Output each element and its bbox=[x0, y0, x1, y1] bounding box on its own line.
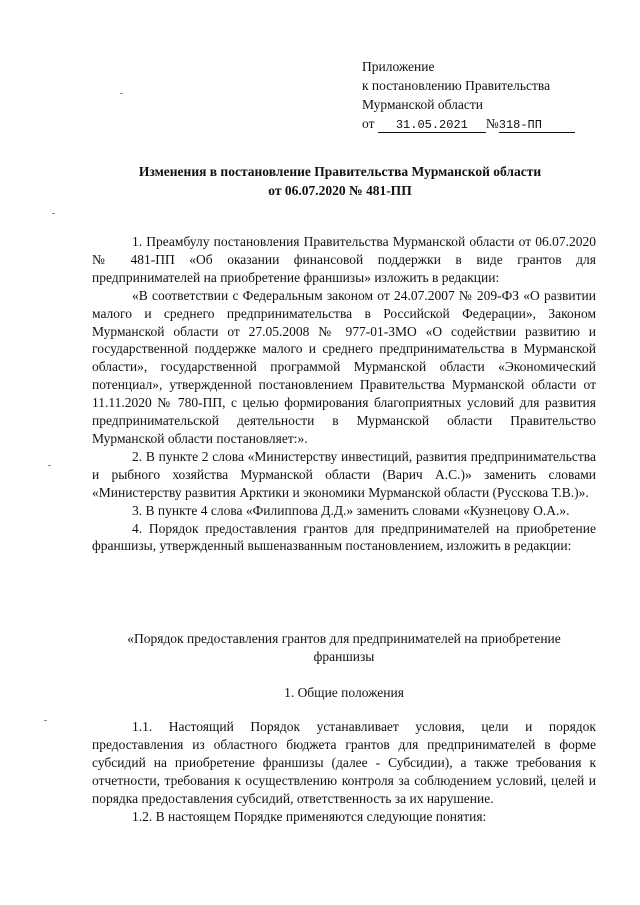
paragraph-4: 4. Порядок предоставления грантов для предпринимателей на приобретение франшизы, утвержденный вышеназванным постановлением, изложить в редакции: bbox=[92, 520, 596, 554]
section-heading: 1. Общие положения bbox=[284, 685, 404, 700]
date-prefix: от bbox=[362, 116, 375, 131]
order-title-line1: «Порядок предоставления грантов для предпринимателей на приобретение bbox=[127, 631, 561, 646]
order-title-line2: франшизы bbox=[313, 649, 375, 664]
paragraph-3: 3. В пункте 4 слова «Филиппова Д.Д.» заменить словами «Кузнецову О.А.». bbox=[132, 502, 570, 518]
paragraph-1: 1. Преамбулу постановления Правительства Мурманской области от 06.07.2020 № 481-ПП «Об оказании финансовой поддержки в виде грантов для предпринимателей на приобретение франшизы» изложить в редакции: bbox=[92, 234, 596, 285]
document-title-line1: Изменения в постановление Правительства Мурманской области bbox=[138, 164, 542, 179]
number-prefix: № bbox=[485, 116, 499, 131]
attachment-date-line bbox=[362, 114, 575, 133]
attachment-block bbox=[362, 57, 575, 133]
scan-mark bbox=[44, 720, 47, 721]
paragraph-1-2: 1.2. В настоящем Порядке применяются следующие понятия: bbox=[132, 808, 487, 824]
scan-mark bbox=[48, 465, 51, 466]
section-body bbox=[92, 718, 596, 825]
paragraph-1-1: 1.1. Настоящий Порядок устанавливает условия, цели и порядок предоставления из областного бюджета грантов для предпринимателей в форме субсидий на приобретение франшизы (далее - Субсидии), а также требования к отчетности, требования к осуществлению контроля за соблюдением условий, целей и порядка предоставления субсидий, ответственность за их нарушение. bbox=[92, 719, 596, 806]
paragraph-preamble: «В соответствии с Федеральным законом от 24.07.2007 № 209-ФЗ «О развитии малого и среднего предпринимательства в Российской Федерации», Законом Мурманской области от 27.05.2008 № 977-01-ЗМО «О содействии развитию и государственной поддержке малого и среднего предпринимательства в Мурманской области», государственной программой Мурманской области «Экономический потенциал», утвержденной постановлением Правительства Мурманской области от 11.11.2020 № 780-ПП, с целью формирования благоприятных условий для развития предпринимательской деятельности в Мурманской области Правительство Мурманской области постановляет:». bbox=[92, 287, 596, 446]
document-title bbox=[90, 162, 590, 200]
decree-date: 31.05.2021 bbox=[378, 118, 486, 133]
scan-mark bbox=[120, 93, 123, 94]
paragraph-2: 2. В пункте 2 слова «Министерству инвестиций, развития предпринимательства и рыбного хозяйства Мурманской области (Варич А.С.)» заменить словами «Министерству развития Арктики и экономики Мурманской области (Русскова Т.В.)». bbox=[92, 448, 596, 500]
attachment-label: Приложение bbox=[362, 59, 435, 74]
attachment-decree-line: к постановлению Правительства bbox=[362, 78, 551, 93]
order-title bbox=[92, 630, 596, 666]
document-title-line2: от 06.07.2020 № 481-ПП bbox=[268, 183, 412, 198]
scan-mark bbox=[52, 213, 55, 214]
amendments-body bbox=[92, 233, 596, 555]
attachment-region-line: Мурманской области bbox=[362, 97, 483, 112]
decree-number: 318-ПП bbox=[499, 118, 575, 133]
